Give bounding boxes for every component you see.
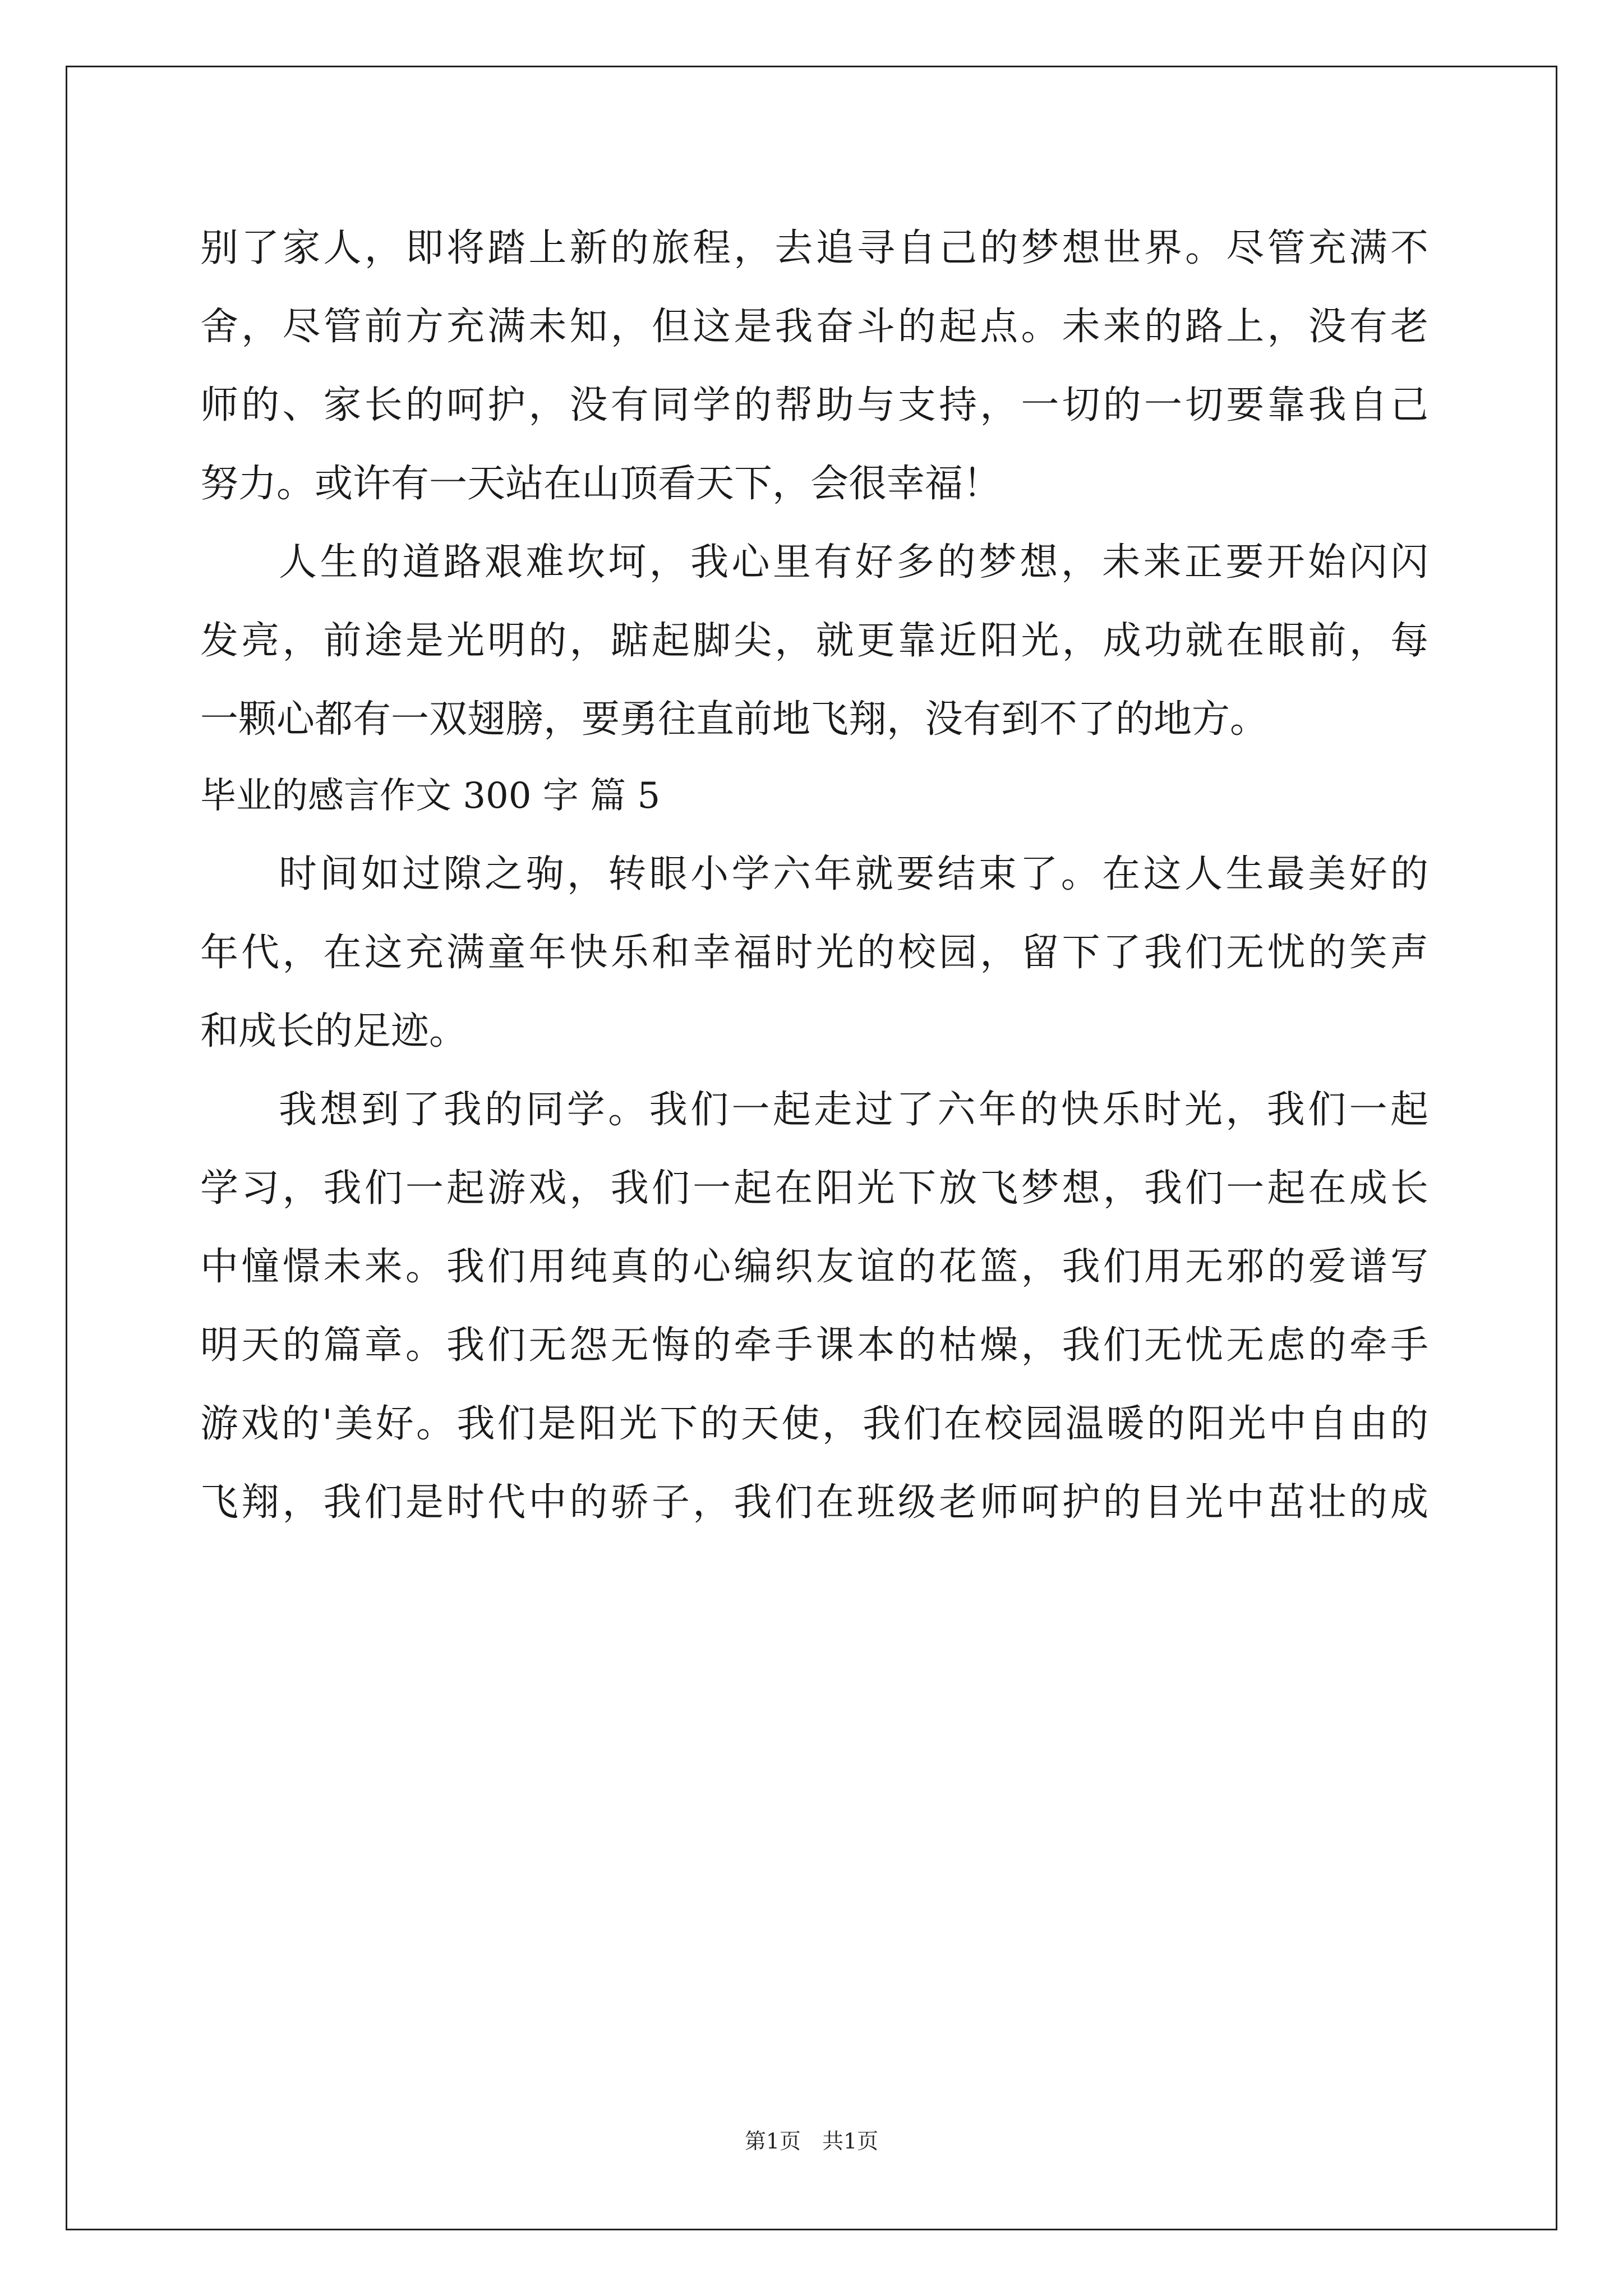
text-line: 我想到了我的同学。我们一起走过了六年的快乐时光，我们一起 [279,1088,1428,1132]
text-line: 别了家人，即将踏上新的旅程，去追寻自己的梦想世界。尽管充满不 [200,226,1428,270]
text-line: 年代，在这充满童年快乐和幸福时光的校园，留下了我们无忧的笑声 [200,931,1428,975]
text-line: 游戏的'美好。我们是阳光下的天使，我们在校园温暖的阳光中自由的 [200,1402,1428,1446]
text-line: 飞翔，我们是时代中的骄子，我们在班级老师呵护的目光中茁壮的成 [200,1480,1428,1525]
text-line: 中憧憬未来。我们用纯真的心编织友谊的花篮，我们用无邪的爱谱写 [200,1245,1428,1289]
text-line: 人生的道路艰难坎坷，我心里有好多的梦想，未来正要开始闪闪 [279,540,1428,585]
section-heading: 毕业的感言作文 300 字 篇 5 [200,775,661,817]
text-line: 明天的篇章。我们无怨无悔的牵手课本的枯燥，我们无忧无虑的牵手 [200,1323,1428,1368]
text-line: 一颗心都有一双翅膀，要勇往直前地飞翔，没有到不了的地方。 [200,697,1269,742]
text-line: 和成长的足迹。 [200,1009,468,1053]
text-line: 学习，我们一起游戏，我们一起在阳光下放飞梦想，我们一起在成长 [200,1166,1428,1211]
text-line: 发亮，前途是光明的，踮起脚尖，就更靠近阳光，成功就在眼前，每 [200,619,1428,663]
text-line: 努力。或许有一天站在山顶看天下，会很幸福！ [200,462,1002,506]
text-line: 师的、家长的呵护，没有同学的帮助与支持，一切的一切要靠我自己 [200,383,1428,427]
text-line: 时间如过隙之驹，转眼小学六年就要结束了。在这人生最美好的 [279,852,1428,896]
page-footer [0,2127,1623,2155]
page-number: 第1页 共1页 [744,2129,879,2154]
text-line: 舍，尽管前方充满未知，但这是我奋斗的起点。未来的路上，没有老 [200,305,1428,349]
